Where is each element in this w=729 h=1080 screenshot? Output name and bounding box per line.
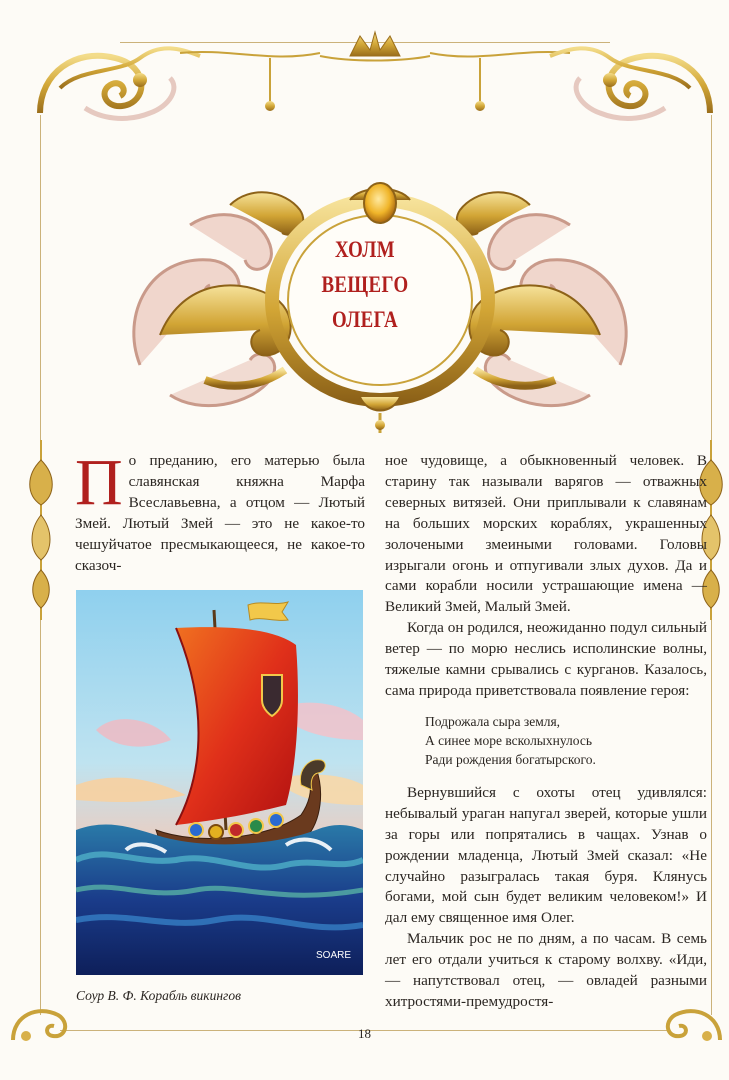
painting-signature: SOARE	[316, 950, 352, 961]
text-column-left	[75, 446, 365, 576]
paragraph: Мальчик рос не по дням, а по часам. В семь лет его отдали учиться к старому волхву. «Иди, — напутствовал отец, — овладей разными хитростями-премудростя-	[385, 930, 707, 1010]
left-side-ornament	[24, 440, 58, 620]
chapter-title	[312, 232, 419, 337]
verse-line: Подрожала сыра земля,	[425, 713, 561, 729]
verse-block	[425, 712, 707, 769]
title-line-2: ВЕЩЕГО	[321, 272, 409, 297]
verse-line: Ради рождения богатырского.	[425, 751, 596, 767]
drop-cap: П	[75, 446, 123, 519]
painting-caption: Соур В. Ф. Корабль викингов	[76, 988, 241, 1003]
title-line-1: ХОЛМ	[335, 237, 395, 262]
paragraph: ное чудовище, а обыкновенный человек. В старину так называли варягов — отважных северных витязей. Они приплывали к славянам на больших морских кораблях, украшенных золочеными змеиными головами. Головы изрыгали огонь и отпугивали злых духов. Да и сами корабли носили устрашающие имена — Великий Змей, Малый Змей.	[385, 452, 707, 616]
viking-ship-painting	[76, 590, 363, 975]
paragraph: Вернувшийся с охоты отец удивлялся: небывалый ураган напугал зверей, которые ушли за горы или попрятались в чащах. Узнав о рождении младенца, Лютый Змей сказал: «Не случайно разыгралась такая буря. Клянусь богами, мой сын будет великим человеком!» И дал ему священное имя Олег.	[385, 783, 707, 927]
title-line-3: ОЛЕГА	[332, 307, 398, 332]
page-number: 18	[358, 1026, 371, 1041]
text-column-right	[385, 451, 707, 1013]
bottom-left-corner-ornament	[8, 1000, 78, 1050]
left-column-text: о преданию, его матерью была славянская княжна Марфа Всеславьевна, а отцом — Лютый Змей. Лютый Змей — это не какое-то чешуйчатое пресмыкающееся, не какое-то сказоч-	[75, 452, 365, 574]
paragraph: Когда он родился, неожиданно подул сильный ветер — по морю неслись исполинские волны, тяжелые камни срывались с курганов. Казалось, сама природа приветствовала появление героя:	[385, 619, 707, 699]
verse-line: А синее море всколыхнулось	[425, 732, 592, 748]
top-ornament	[30, 18, 720, 138]
